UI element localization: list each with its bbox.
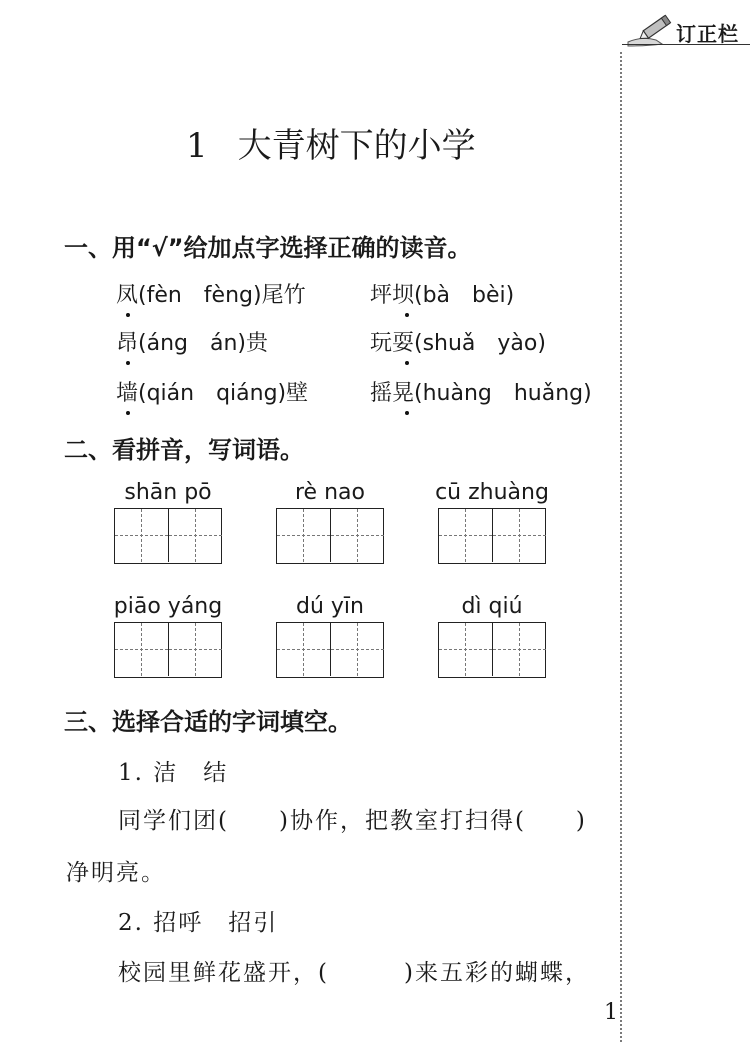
page-number: 1 <box>604 1000 618 1025</box>
writing-box[interactable] <box>276 508 384 564</box>
pinyin-choice-item: 凤(fèn fèng)尾竹 <box>116 283 306 308</box>
question-1-options: 1. 洁 结 <box>118 760 229 786</box>
question-1-sentence: 同学们团( )协作，把教室打扫得( ) <box>118 808 587 834</box>
sidebar-underline <box>622 44 750 45</box>
section-3-heading: 三、选择合适的字词填空。 <box>64 708 352 736</box>
section-2-heading: 二、看拼音，写词语。 <box>64 436 304 464</box>
emphasis-dot <box>405 411 409 415</box>
sidebar-title: 订正栏 <box>676 22 739 46</box>
lesson-number: 1 <box>186 126 208 166</box>
sidebar-divider <box>620 52 622 1042</box>
question-2-sentence: 校园里鲜花盛开，( )来五彩的蝴蝶， <box>118 960 590 986</box>
pinyin-label: dú yīn <box>296 594 364 619</box>
section-1-heading: 一、用“√”给加点字选择正确的读音。 <box>64 234 472 262</box>
writing-box[interactable] <box>276 622 384 678</box>
pinyin-choice-item: 玩耍(shuǎ yào) <box>370 331 546 356</box>
lesson-title-text: 大青树下的小学 <box>237 126 476 166</box>
pinyin-label: dì qiú <box>461 594 523 619</box>
writing-box[interactable] <box>438 508 546 564</box>
pinyin-label: rè nao <box>295 480 365 505</box>
emphasis-dot <box>126 313 130 317</box>
pinyin-choice-item: 坪坝(bà bèi) <box>370 283 515 308</box>
lesson-title <box>186 118 476 167</box>
writing-box[interactable] <box>438 622 546 678</box>
emphasis-dot <box>405 313 409 317</box>
pinyin-label: shān pō <box>124 480 212 505</box>
question-1-sentence-continued: 净明亮。 <box>66 860 166 886</box>
pinyin-choice-item: 摇晃(huàng huǎng) <box>370 381 592 406</box>
writing-box[interactable] <box>114 508 222 564</box>
writing-box[interactable] <box>114 622 222 678</box>
pinyin-choice-item: 墙(qián qiáng)壁 <box>116 381 309 406</box>
pinyin-label: cū zhuàng <box>435 480 549 505</box>
emphasis-dot <box>405 361 409 365</box>
emphasis-dot <box>126 411 130 415</box>
pinyin-choice-item: 昂(áng án)贵 <box>116 331 268 356</box>
question-2-options: 2. 招呼 招引 <box>118 910 279 936</box>
emphasis-dot <box>126 361 130 365</box>
pinyin-label: piāo yáng <box>113 594 223 619</box>
